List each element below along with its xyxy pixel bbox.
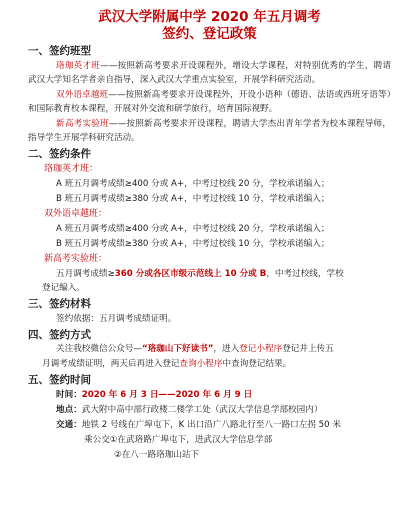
experimental-class-text: ——按照新高考要求开设课程，聘请大学杰出青年学者为校本课程导师，指导学生开展学科研究活动。 [28, 118, 391, 144]
section-heading-method: 四、签约方式 [28, 328, 91, 341]
elite-class-name: 珞珈英才班 [56, 60, 101, 71]
document-title-line2: 签约、登记政策 [162, 26, 257, 42]
wechat-account-name: “珞珈山下好读书” [141, 344, 214, 355]
method-mid: ，进入 [213, 344, 240, 355]
traffic-value: 地铁 2 号线在广埠屯下，K 出口沿广八路北行至八一路口左拐 50 米 [81, 419, 341, 430]
paragraph-dual-language-class [28, 88, 391, 117]
paragraph-experimental-class [28, 117, 391, 146]
condition-group-elite: 珞珈英才班： [44, 163, 99, 174]
condition-dual-language-a: A 班五月调考成绩≥400 分或 A+，中考过校线 20 分，学校承诺编入； [56, 223, 330, 234]
traffic-line2: 乘公交①在武珞路广埠屯下，进武汉大学信息学部 [84, 434, 273, 445]
register-miniprogram: 登记小程序 [239, 344, 283, 355]
condition-group-experimental: 新高考实验班： [44, 253, 108, 264]
method-cont-pre: 月调考成绩证明，两天后再进入登记 [42, 359, 180, 370]
time-line [28, 388, 391, 403]
condition-experimental-pre: 五月调考成绩≥ [56, 268, 115, 279]
elite-class-text: ——按照新高考要求开设课程外，增设大学课程，对特别优秀的学生，聘请武汉大学知名学者亲自指导，深入武汉大学重点实验室，开展学科研究活动。 [28, 60, 391, 86]
traffic-label: 交通： [56, 419, 82, 430]
time-value: 2020 年 6 月 3 日——2020 年 6 月 9 日 [81, 389, 253, 400]
materials-text: 签约依据：五月调考成绩证明。 [56, 313, 177, 324]
method-line2 [28, 357, 391, 372]
traffic-line [28, 418, 391, 433]
place-label: 地点： [56, 404, 82, 415]
section-heading-materials: 三、签约材料 [28, 298, 91, 311]
condition-dual-language-b: B 班五月调考成绩≥380 分或 A+，中考过校线 10 分，学校承诺编入； [56, 238, 330, 249]
dual-language-class-name: 双外语卓越班 [56, 89, 109, 100]
method-cont-post: 中查询登记结果。 [222, 359, 292, 370]
document-title-line1: 武汉大学附属中学 2020 年五月调考 [98, 9, 321, 25]
condition-elite-a: A 班五月调考成绩≥400 分或 A+，中考过校线 20 分，学校承诺编入； [56, 178, 330, 189]
query-miniprogram: 查询小程序 [179, 359, 223, 370]
place-line [28, 403, 391, 418]
dual-language-class-text: ——按照新高考要求开设课程外，开设小语种（德语、法语或西班牙语等）和国际教育校本课程，开展对外交流和研学旅行，培育国际视野。 [28, 89, 391, 115]
method-pre: 关注我校微信公众号— [56, 344, 142, 355]
condition-experimental [28, 267, 391, 282]
condition-elite-b: B 班五月调考成绩≥380 分或 A+，中考过校线 10 分，学校承诺编入； [56, 193, 330, 204]
place-value: 武大附中高中部行政楼二楼学工处（武汉大学信息学部校园内） [81, 404, 323, 415]
section-heading-class-types: 一、签约班型 [28, 45, 91, 57]
condition-experimental-post: ，中考过校线，学校 [266, 268, 344, 279]
method-line1 [28, 342, 391, 357]
traffic-line3: ②在八一路珞珈山站下 [114, 449, 200, 460]
method-post: 登记并上传五 [282, 344, 334, 355]
paragraph-elite-class [28, 59, 391, 88]
section-heading-time: 五、签约时间 [28, 374, 91, 387]
condition-experimental-highlight: 360 分或各区市级示范线上 10 分或 B [114, 268, 267, 279]
section-heading-conditions: 二、签约条件 [28, 148, 91, 161]
condition-experimental-cont: 登记编入。 [42, 283, 85, 294]
time-label: 时间： [56, 389, 82, 400]
condition-group-dual-language: 双外语卓越班： [44, 208, 108, 219]
experimental-class-name: 新高考实验班 [56, 118, 109, 129]
